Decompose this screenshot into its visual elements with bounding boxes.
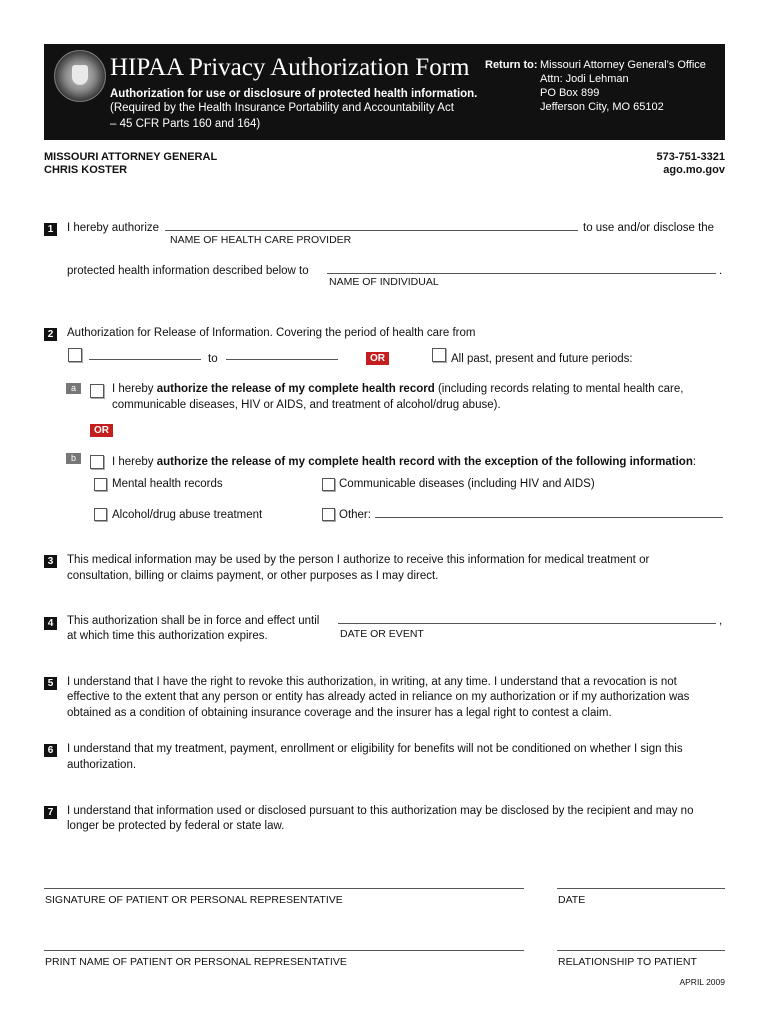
s6-text-line1: I understand that my treatment, payment, enrollment or eligibility for benefits will not be conditioned on whether I sign this xyxy=(67,743,683,755)
expiration-field[interactable] xyxy=(338,623,716,624)
date-caption: DATE xyxy=(558,894,586,906)
office-phone: 573-751-3321 xyxy=(656,151,725,163)
or-badge: OR xyxy=(366,352,389,365)
other-label: Other: xyxy=(339,509,371,521)
complete-record-checkbox[interactable] xyxy=(90,384,104,398)
provider-name-field[interactable] xyxy=(165,230,578,231)
s5-text-line3: obtained as a condition of obtaining insurance coverage and the insurer has a legal right to contest a claim. xyxy=(67,707,612,719)
signature-caption: SIGNATURE OF PATIENT OR PERSONAL REPRESENTATIVE xyxy=(45,894,343,906)
s7-text-line1: I understand that information used or disclosed pursuant to this authorization may be disclosed by the recipient and may no xyxy=(67,805,694,817)
option-a-text: I hereby authorize the release of my complete health record (including records relating to mental health care, xyxy=(112,383,684,395)
s5-text-line2: effective to the extent that any person or entity has already acted in reliance on my authorization or if my authorization was xyxy=(67,691,690,703)
state-seal-icon xyxy=(54,50,106,102)
relationship-field[interactable] xyxy=(557,950,725,951)
legal-note-line1: (Required by the Health Insurance Portability and Accountability Act xyxy=(110,102,454,114)
section-number-7: 7 xyxy=(44,806,57,819)
s1-period: . xyxy=(719,265,723,277)
office-website: ago.mo.gov xyxy=(663,164,725,176)
form-subtitle: Authorization for use or disclosure of protected health information. xyxy=(110,88,478,100)
office-person: CHRIS KOSTER xyxy=(44,164,128,176)
individual-name-caption: NAME OF INDIVIDUAL xyxy=(329,276,439,288)
legal-note-line2: – 45 CFR Parts 160 and 164) xyxy=(110,118,261,130)
s5-text-line1: I understand that I have the right to revoke this authorization, in writing, at any time. I understand that a revocation is not xyxy=(67,676,677,688)
alcohol-drug-label: Alcohol/drug abuse treatment xyxy=(112,509,263,521)
relationship-caption: RELATIONSHIP TO PATIENT xyxy=(558,956,697,968)
section-number-6: 6 xyxy=(44,744,57,757)
other-checkbox[interactable] xyxy=(322,508,335,521)
signature-field[interactable] xyxy=(44,888,524,889)
or-badge: OR xyxy=(90,424,113,437)
period-to-field[interactable] xyxy=(226,359,338,360)
s1-text-disclose: to use and/or disclose the xyxy=(583,222,715,234)
communicable-diseases-checkbox[interactable] xyxy=(322,478,335,491)
communicable-diseases-label: Communicable diseases (including HIV and AIDS) xyxy=(339,478,595,490)
s4-text-line2: at which time this authorization expires. xyxy=(67,630,268,642)
option-a-text-line2: communicable diseases, HIV or AIDS, and treatment of alcohol/drug abuse). xyxy=(112,399,501,411)
date-field[interactable] xyxy=(557,888,725,889)
return-address-line: PO Box 899 xyxy=(540,87,600,99)
revision-date: APRIL 2009 xyxy=(679,977,725,987)
print-name-caption: PRINT NAME OF PATIENT OR PERSONAL REPRESENTATIVE xyxy=(45,956,347,968)
s1-text-described: protected health information described below to xyxy=(67,265,309,277)
office-name: MISSOURI ATTORNEY GENERAL xyxy=(44,151,218,163)
section-number-2: 2 xyxy=(44,328,57,341)
record-with-exceptions-checkbox[interactable] xyxy=(90,455,104,469)
form-title: HIPAA Privacy Authorization Form xyxy=(110,54,470,81)
option-a-badge: a xyxy=(66,383,81,394)
period-from-field[interactable] xyxy=(89,359,201,360)
return-address-line: Jefferson City, MO 65102 xyxy=(540,101,664,113)
s2-intro-text: Authorization for Release of Information. Covering the period of health care from xyxy=(67,327,476,339)
print-name-field[interactable] xyxy=(44,950,524,951)
return-address-line: Missouri Attorney General’s Office xyxy=(540,59,706,71)
mental-health-label: Mental health records xyxy=(112,478,223,490)
period-range-checkbox[interactable] xyxy=(68,348,82,362)
individual-name-field[interactable] xyxy=(327,273,716,274)
s7-text-line2: longer be protected by federal or state law. xyxy=(67,820,285,832)
s4-text-line1: This authorization shall be in force and effect until xyxy=(67,615,320,627)
section-number-1: 1 xyxy=(44,223,57,236)
section-number-3: 3 xyxy=(44,555,57,568)
s6-text-line2: authorization. xyxy=(67,759,137,771)
alcohol-drug-checkbox[interactable] xyxy=(94,508,107,521)
all-periods-label: All past, present and future periods: xyxy=(451,353,633,365)
return-label: Return to: xyxy=(485,59,538,71)
s3-text-line2: consultation, billing or claims payment, or other purposes as I may direct. xyxy=(67,570,439,582)
mental-health-checkbox[interactable] xyxy=(94,478,107,491)
option-b-badge: b xyxy=(66,453,81,464)
s1-text-authorize: I hereby authorize xyxy=(67,222,160,234)
s4-comma: , xyxy=(719,615,723,627)
expiration-caption: DATE OR EVENT xyxy=(340,628,424,640)
section-number-5: 5 xyxy=(44,677,57,690)
section-number-4: 4 xyxy=(44,617,57,630)
s3-text-line1: This medical information may be used by the person I authorize to receive this information for medical treatment or xyxy=(67,554,650,566)
provider-name-caption: NAME OF HEALTH CARE PROVIDER xyxy=(170,234,352,246)
other-field[interactable] xyxy=(375,517,723,518)
return-address-line: Attn: Jodi Lehman xyxy=(540,73,629,85)
period-to-label: to xyxy=(208,353,218,365)
all-periods-checkbox[interactable] xyxy=(432,348,446,362)
option-b-text: I hereby authorize the release of my complete health record with the exception of the following information: xyxy=(112,456,697,468)
